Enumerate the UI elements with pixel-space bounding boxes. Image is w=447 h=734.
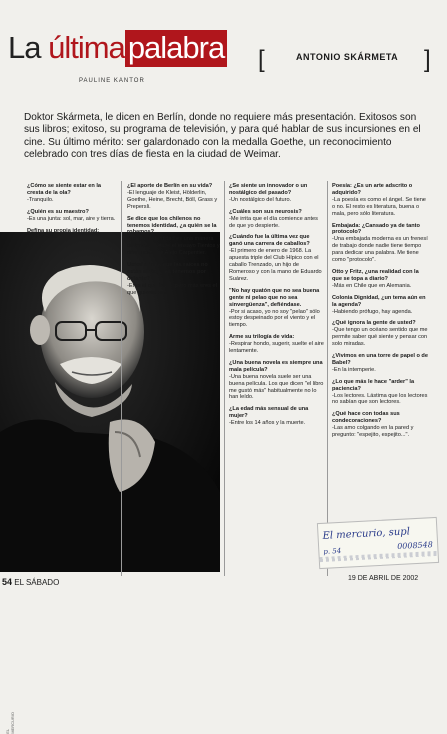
qa-item	[332, 183, 428, 218]
answer: -Respirar hondo, sugerir, suelte el aire lentamente.	[229, 341, 324, 355]
question: ¿El aporte de Berlín en su vida?	[127, 183, 213, 189]
archive-label-page: p. 54	[323, 546, 342, 556]
question: ¿Vivimos en una torre de papel o de Babel?	[332, 353, 428, 366]
qa-item	[229, 183, 324, 204]
archive-label-number: 0008548	[396, 540, 434, 551]
question: Colonia Dignidad, ¿un tema aún en la agenda?	[332, 294, 426, 308]
question: "No hay quatón que no sea buena gente ni pelao que no sea sinvergüenza", defiéndase.	[229, 287, 320, 308]
qa-column-3	[229, 183, 324, 432]
qa-item	[332, 269, 428, 290]
photo-credit: EL MERCURIO	[5, 712, 15, 734]
qa-item	[332, 411, 428, 439]
answer: -Me irrita que el día comience antes de que yo despierte.	[229, 215, 318, 229]
question: Otto y Fritz, ¿una realidad con la que se topa a diario?	[332, 268, 419, 282]
question: ¿Cómo se siente estar en la cresta de la ola?	[27, 183, 101, 196]
qa-item	[229, 209, 324, 230]
title-part3: palabra	[125, 30, 227, 67]
qa-item	[229, 360, 324, 401]
question: ¿La edad más sensual de una mujer?	[229, 406, 309, 420]
qa-column-2	[127, 183, 220, 302]
qa-column-4	[332, 183, 428, 444]
question: Poesía: ¿Es un arte adscrito o adquirido?	[332, 183, 413, 196]
qa-item	[127, 183, 220, 211]
intro-paragraph: Doktor Skármeta, le dicen en Berlín, donde no requiere más presentación. Exitosos son sus libros; exitoso, su programa de televisión, y para qué hablar de sus incursiones en el cine. Su último mérito: ser galardonado con la medalla Goethe, un reconocimiento celebrado con tres días de fiesta en la ciudad de Weimar.	[24, 112, 421, 161]
question: Usted afirma que las raíces no están atrás, ¿las tenemos por delante?	[127, 262, 208, 282]
question: Defina su propia identidad:	[27, 227, 100, 234]
interviewee-name: ANTONIO SKÁRMETA	[296, 52, 399, 62]
answer: -Tranquilo.	[27, 196, 54, 203]
qa-item	[332, 353, 428, 374]
answer: -La poesía es como el ángel. Se tiene o no. El resto es literatura, buena o mala, pero sólo literatura.	[332, 196, 426, 217]
answer: -Habiendo prófugo, hay agenda.	[332, 308, 413, 315]
answer: -Los lectores. Lástima que los lectores no sabían que son lectores.	[332, 392, 428, 406]
answer: -Un nostálgico del futuro.	[229, 196, 292, 203]
column-divider	[224, 181, 225, 576]
question: ¿Cuándo fue la última vez que ganó una carrera de caballos?	[229, 234, 310, 248]
question: ¿Lo que más le hace "arder" la paciencia?	[332, 378, 415, 392]
column-divider	[327, 181, 328, 576]
qa-item	[127, 262, 220, 297]
question: Embajada: ¿Cansado ya de tanto protocolo?	[332, 222, 420, 236]
qa-item	[27, 183, 117, 204]
answer: -Joven azin.	[27, 234, 58, 241]
issue-date: 19 DE ABRIL DE 2002	[348, 575, 419, 582]
page-footer	[2, 577, 59, 587]
author-name: PAULINE KANTOR	[79, 78, 145, 84]
answer: -Por si acaso, yo no soy "pelao" sólo estoy despeinado por el viento y el tiempo.	[229, 308, 320, 329]
question: ¿Cuáles son sus neurosis?	[229, 208, 302, 215]
answer: -Las amo colgando en la pared y pregunto: "espejito, espejito...".	[332, 425, 414, 439]
question: ¿Una buena novela es siempre una mala película?	[229, 359, 323, 373]
answer: -Entre los 14 años y la muerte.	[229, 420, 306, 427]
qa-item	[27, 209, 117, 223]
qa-item	[127, 216, 220, 257]
qa-item	[332, 320, 428, 348]
question: ¿Quién es su maestro?	[27, 208, 89, 215]
qa-item	[229, 288, 324, 329]
answer: -El lenguaje de Kleist, Hölderlin, Goethe, Heine, Brecht, Böll, Grass y Prepersli.	[127, 189, 218, 210]
column-divider	[121, 181, 122, 576]
archive-label	[317, 517, 439, 569]
page-number: 54	[2, 577, 13, 587]
question: ¿Se siente un innovador o un nostálgico del pasado?	[229, 183, 308, 196]
question: Se dice que los chilenos no tenemos identidad, ¿a quién se la robamos?	[127, 215, 217, 236]
answer: -El primero de enero de 1968. La apuesta triple del Club Hípico con el caballo Trenzado, un hijo de Romeroso y con la mano de Eduardo Suárez.	[229, 248, 322, 282]
title-part2: última	[48, 30, 125, 65]
section-header	[8, 30, 225, 65]
qa-column-1	[27, 183, 117, 246]
answer: -Una buena novela suele ser una buena película. Los que dicen "el libro me gustó más" habitualmente no lo han leído.	[229, 373, 324, 401]
archive-label-source: El mercurio, supl	[322, 526, 411, 542]
question: Arme su trilogía de vida:	[229, 334, 295, 341]
qa-item	[332, 379, 428, 407]
section-title	[8, 30, 225, 65]
answer: -Es una junta: sol, mar, aire y tierra.	[27, 215, 116, 222]
answer: -En la intemperie.	[332, 366, 376, 373]
question: ¿Qué ignora la gente de usted?	[332, 320, 416, 327]
title-part1: La	[8, 30, 41, 65]
bracket-close: ]	[424, 46, 431, 73]
qa-item	[332, 295, 428, 316]
qa-item	[332, 223, 428, 264]
qa-item	[27, 228, 117, 242]
magazine-name: EL SÁBADO	[14, 578, 60, 587]
answer: -Más en Chile que en Alemania.	[332, 282, 412, 289]
answer: -Eres el que fuiste, pero más eres el que quieres ser.	[127, 282, 217, 296]
question: ¿Qué hace con todas sus condecoraciones?	[332, 411, 400, 425]
qa-item	[229, 334, 324, 355]
qa-item	[229, 406, 324, 427]
bracket-open: [	[258, 46, 265, 73]
qa-item	[229, 234, 324, 282]
answer: -Que tengo un océano sentido que me permite saber qué siente y pensar con solo miradas.	[332, 327, 428, 348]
answer: -No tener identidad es una manera de tenerla. Léase el ensayo Tientos y diferencias, de Alejo Carpentier.	[127, 236, 220, 257]
answer: -Una embajada moderna es un frenesí de trabajo donde nadie tiene tiempo para dedicar una palabra. Me tiene como "protocolo".	[332, 236, 428, 264]
